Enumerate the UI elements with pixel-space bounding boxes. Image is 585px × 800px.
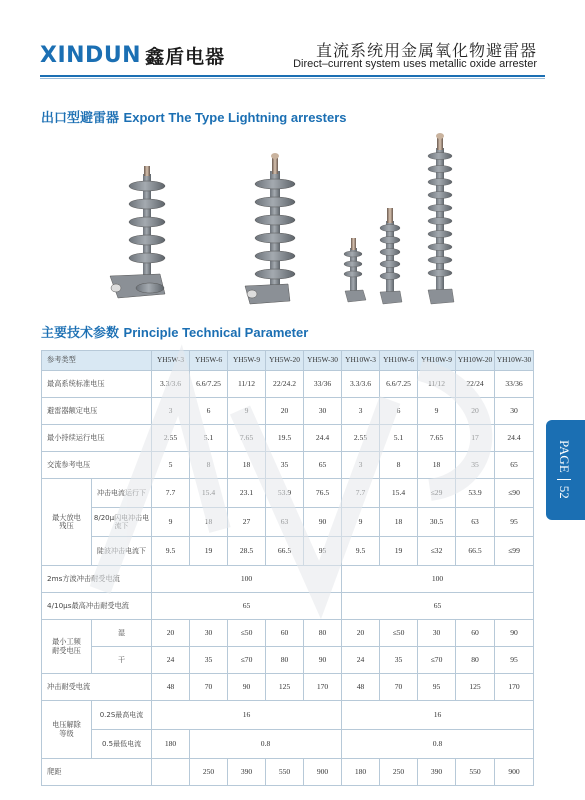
- table-cell: 70: [380, 674, 418, 701]
- table-cell: 80: [304, 620, 342, 647]
- sub-row-label: 陡波冲击电流下: [92, 537, 152, 566]
- row-label: 最高系统标准电压: [42, 371, 152, 398]
- table-row: [42, 479, 534, 508]
- table-cell: 65: [495, 452, 534, 479]
- table-cell: 24: [152, 647, 190, 674]
- technical-parameter-table: [41, 350, 533, 786]
- table-cell: 95: [495, 647, 534, 674]
- table-header-label: 参考类型: [42, 351, 152, 371]
- header-title-cn: 直流系统用金属氧化物避雷器: [315, 41, 537, 60]
- model-header: YH5W-3: [152, 351, 190, 371]
- table-cell: 23.1: [228, 479, 266, 508]
- table-cell: 5: [152, 452, 190, 479]
- table-cell: 9.5: [342, 537, 380, 566]
- model-header: YH5W-30: [304, 351, 342, 371]
- table-cell: 48: [342, 674, 380, 701]
- table-cell: 30: [304, 398, 342, 425]
- section-title-params: [41, 322, 308, 341]
- sub-row-label: 8/20μ闪电冲击电流下: [92, 508, 152, 537]
- row-label: 交流参考电压: [42, 452, 152, 479]
- arrester-product-photos: [40, 126, 545, 316]
- table-cell: 9: [342, 508, 380, 537]
- table-cell: 9: [418, 398, 456, 425]
- table-cell: 90: [304, 647, 342, 674]
- table-cell: 30.5: [418, 508, 456, 537]
- model-header: YH5W-6: [190, 351, 228, 371]
- table-row: [42, 647, 534, 674]
- table-cell: 35: [456, 452, 495, 479]
- table-cell: ≤70: [418, 647, 456, 674]
- model-header: YH10W-6: [380, 351, 418, 371]
- table-cell: 170: [304, 674, 342, 701]
- row-label: 冲击耐受电流: [42, 674, 152, 701]
- table-cell: 22/24.2: [266, 371, 304, 398]
- table-cell: 250: [380, 759, 418, 786]
- table-cell: ≤32: [418, 537, 456, 566]
- group-label-protection: 电压解除等级: [42, 701, 92, 759]
- arrester-2: [245, 153, 295, 304]
- section-title-params-en: Principle Technical Parameter: [123, 325, 309, 340]
- table-cell: 19: [380, 537, 418, 566]
- page-tab-divider: [557, 479, 571, 480]
- table-cell: ≤99: [495, 537, 534, 566]
- page-number-tab-text: [556, 440, 572, 499]
- model-header: YH5W-9: [228, 351, 266, 371]
- table-cell: 95: [418, 674, 456, 701]
- model-header: YH5W-20: [266, 351, 304, 371]
- table-row: [42, 730, 534, 759]
- table-cell: 24.4: [304, 425, 342, 452]
- model-header: YH10W-9: [418, 351, 456, 371]
- model-header: YH10W-30: [495, 351, 534, 371]
- sub-row-label: 0.5最低电流: [92, 730, 152, 759]
- table-row: [42, 398, 534, 425]
- table-cell: 5.1: [380, 425, 418, 452]
- arrester-4: [380, 208, 402, 304]
- row-label: 爬距: [42, 759, 152, 786]
- table-cell: 390: [228, 759, 266, 786]
- sub-row-label: 0.2S最高电流: [92, 701, 152, 730]
- table-cell: 28.5: [228, 537, 266, 566]
- row-label: 4/10μs最高冲击耐受电流: [42, 593, 152, 620]
- table-cell-merged: 65: [152, 593, 342, 620]
- table-cell: 48: [152, 674, 190, 701]
- table-cell: 3: [152, 398, 190, 425]
- logo-chinese-text: 鑫盾电器: [145, 46, 226, 68]
- table-cell: 15.4: [190, 479, 228, 508]
- table-cell: 7.7: [152, 479, 190, 508]
- table-row: [42, 566, 534, 593]
- table-cell: 53.9: [266, 479, 304, 508]
- table-cell: 60: [456, 620, 495, 647]
- table-cell: 6: [380, 398, 418, 425]
- table-row: [42, 701, 534, 730]
- arrester-5: [428, 133, 454, 304]
- page-header: [0, 0, 585, 82]
- table-cell: 390: [418, 759, 456, 786]
- section-title-export-cn: 出口型避雷器: [41, 111, 120, 126]
- row-label: 最小持续运行电压: [42, 425, 152, 452]
- table-cell: 18: [190, 508, 228, 537]
- brand-logo: [40, 42, 225, 69]
- table-cell: 90: [304, 508, 342, 537]
- model-header: YH10W-20: [456, 351, 495, 371]
- table-cell: 33/36: [304, 371, 342, 398]
- table-row: [42, 452, 534, 479]
- table-row: [42, 593, 534, 620]
- table-cell: 3: [342, 452, 380, 479]
- table-cell: 170: [495, 674, 534, 701]
- table-cell: 11/12: [418, 371, 456, 398]
- table-cell: 180: [152, 730, 190, 759]
- page-number-tab: [546, 420, 585, 520]
- table-cell: 125: [456, 674, 495, 701]
- header-title-en: Direct–current system uses metallic oxide arrester: [293, 58, 537, 70]
- table-cell: 24.4: [495, 425, 534, 452]
- table-cell: 33/36: [495, 371, 534, 398]
- table-cell: ≤50: [228, 620, 266, 647]
- table-cell: 66.5: [266, 537, 304, 566]
- table-row: [42, 759, 534, 786]
- table-cell: 27: [228, 508, 266, 537]
- table-cell: 20: [456, 398, 495, 425]
- table-cell: 63: [266, 508, 304, 537]
- page-label: PAGE: [557, 440, 572, 473]
- table-cell: 20: [266, 398, 304, 425]
- table-cell: 60: [266, 620, 304, 647]
- table-cell: 2.55: [342, 425, 380, 452]
- table-cell: [152, 759, 190, 786]
- table-cell: 7.7: [342, 479, 380, 508]
- table-cell: 80: [266, 647, 304, 674]
- table-cell: 5.1: [190, 425, 228, 452]
- table-cell: 9: [228, 398, 266, 425]
- table-cell: 30: [418, 620, 456, 647]
- table-cell: 8: [190, 452, 228, 479]
- table-cell: 6.6/7.25: [190, 371, 228, 398]
- table-cell: 9: [152, 508, 190, 537]
- table-cell: 65: [304, 452, 342, 479]
- table-cell: 90: [228, 674, 266, 701]
- table-cell: ≤90: [495, 479, 534, 508]
- header-divider-thin: [40, 78, 545, 79]
- table-cell: 17: [456, 425, 495, 452]
- section-title-params-cn: 主要技术参数: [41, 326, 120, 341]
- table-cell: ≤29: [418, 479, 456, 508]
- table-cell: 11/12: [228, 371, 266, 398]
- table-cell: ≤50: [380, 620, 418, 647]
- table-cell-merged: 0.8: [190, 730, 342, 759]
- table-cell: 53.9: [456, 479, 495, 508]
- table-cell: 76.5: [304, 479, 342, 508]
- table-cell: 70: [190, 674, 228, 701]
- table-cell: 7.65: [418, 425, 456, 452]
- table-cell: 90: [495, 620, 534, 647]
- table-cell: 900: [495, 759, 534, 786]
- sub-row-label: 湿: [92, 620, 152, 647]
- table-cell: 24: [342, 647, 380, 674]
- table-row: [42, 508, 534, 537]
- section-title-export: [41, 107, 347, 126]
- group-label-power-freq: 最小工频耐受电压: [42, 620, 92, 674]
- table-header-row: [42, 351, 534, 371]
- section-title-export-en: Export The Type Lightning arresters: [123, 110, 347, 125]
- table-cell: 35: [380, 647, 418, 674]
- table-cell: 18: [228, 452, 266, 479]
- row-label: 2ms方波冲击耐受电流: [42, 566, 152, 593]
- table-row: [42, 425, 534, 452]
- table-cell: ≤70: [228, 647, 266, 674]
- table-cell: 63: [456, 508, 495, 537]
- table-cell: 22/24: [456, 371, 495, 398]
- table-cell-merged: 100: [152, 566, 342, 593]
- table-cell: 550: [266, 759, 304, 786]
- arrester-3: [344, 238, 366, 302]
- table-cell: 95: [495, 508, 534, 537]
- table-cell: 19.5: [266, 425, 304, 452]
- table-cell: 15.4: [380, 479, 418, 508]
- table-cell-merged: 65: [342, 593, 534, 620]
- table-cell: 19: [190, 537, 228, 566]
- table-cell: 35: [266, 452, 304, 479]
- table-cell-merged: 100: [342, 566, 534, 593]
- table-cell: 6.6/7.25: [380, 371, 418, 398]
- table-cell-merged: 16: [342, 701, 534, 730]
- table-cell: 2.55: [152, 425, 190, 452]
- table-row: [42, 537, 534, 566]
- table-cell: 18: [380, 508, 418, 537]
- table-cell: 30: [495, 398, 534, 425]
- table-cell: 80: [456, 647, 495, 674]
- header-divider: [40, 75, 545, 77]
- table-cell: 3.3/3.6: [342, 371, 380, 398]
- table-cell: 8: [380, 452, 418, 479]
- sub-row-label: 干: [92, 647, 152, 674]
- table-cell-merged: 16: [152, 701, 342, 730]
- table-cell: 18: [418, 452, 456, 479]
- table-cell: 66.5: [456, 537, 495, 566]
- model-header: YH10W-3: [342, 351, 380, 371]
- table-cell-merged: 0.8: [342, 730, 534, 759]
- table-cell: 35: [190, 647, 228, 674]
- table-cell: 250: [190, 759, 228, 786]
- table-cell: 180: [342, 759, 380, 786]
- page-number: 52: [557, 485, 572, 499]
- logo-latin-text: XINDUN: [40, 43, 142, 68]
- table-cell: 550: [456, 759, 495, 786]
- table-cell: 125: [266, 674, 304, 701]
- table-cell: 20: [152, 620, 190, 647]
- table-cell: 30: [190, 620, 228, 647]
- group-label-residual: 最大放电残压: [42, 479, 92, 566]
- table-cell: 7.65: [228, 425, 266, 452]
- table-cell: 20: [342, 620, 380, 647]
- table-row: [42, 371, 534, 398]
- table-cell: 6: [190, 398, 228, 425]
- table-cell: 3: [342, 398, 380, 425]
- table-cell: 9.5: [152, 537, 190, 566]
- arrester-1: [110, 166, 165, 298]
- table-cell: 95: [304, 537, 342, 566]
- table-row: [42, 674, 534, 701]
- table-cell: 900: [304, 759, 342, 786]
- table-cell: 3.3/3.6: [152, 371, 190, 398]
- table-row: [42, 620, 534, 647]
- sub-row-label: 冲击电流运行下: [92, 479, 152, 508]
- row-label: 避雷器额定电压: [42, 398, 152, 425]
